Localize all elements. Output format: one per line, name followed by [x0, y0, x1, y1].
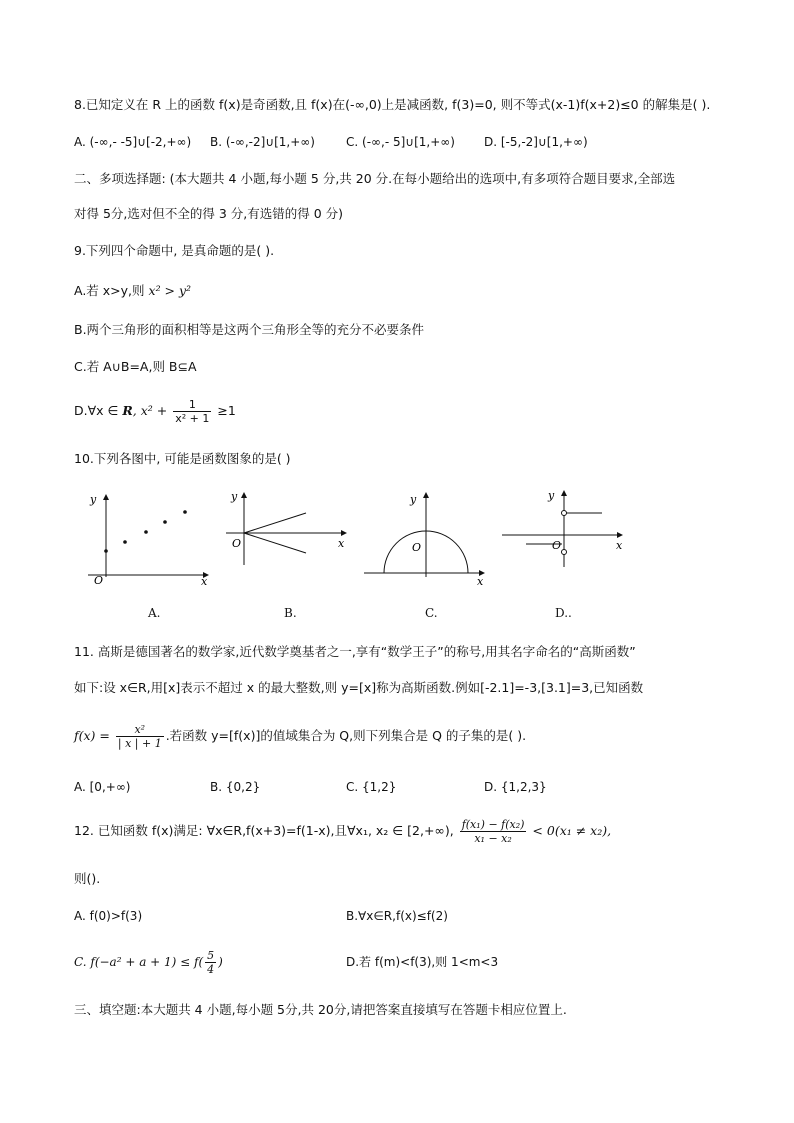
- graph-a-origin: O: [94, 574, 104, 587]
- graph-d-y-label: y: [548, 489, 555, 502]
- graph-c-origin: O: [412, 541, 422, 554]
- graph-a-point: [144, 530, 148, 534]
- q9-option-d-numerator: 1: [188, 398, 196, 411]
- q11-line3: [74, 716, 526, 756]
- q12-option-a: A. f(0)>f(3): [74, 909, 143, 923]
- q9-option-a-expr: x² > y²: [148, 283, 192, 298]
- q12-option-c-suffix: ): [218, 955, 223, 969]
- graph-a-point: [123, 540, 127, 544]
- graph-c: [360, 485, 490, 590]
- graph-a-x-label: x: [201, 575, 208, 588]
- q12-fraction-numerator: f(x₁) − f(x₂): [461, 818, 525, 831]
- graph-d-origin: O: [552, 539, 562, 552]
- graph-b-label: B.: [284, 606, 297, 620]
- q8-option-b: B. (-∞,-2]∪[1,+∞): [210, 135, 315, 149]
- q9-option-c: C.若 A∪B=A,则 B⊆A: [74, 359, 197, 374]
- graph-c-label: C.: [425, 606, 438, 620]
- q9-option-a: [74, 282, 191, 300]
- q12-option-c-denominator: 4: [207, 963, 215, 976]
- q12-then: 则().: [74, 871, 101, 886]
- graph-a-point: [183, 510, 187, 514]
- graph-d-x-label: x: [616, 539, 623, 552]
- q11-option-a: A. [0,+∞): [74, 780, 131, 794]
- q8-option-c: C. (-∞,- 5]∪[1,+∞): [346, 135, 455, 149]
- graph-a-label: A.: [148, 606, 161, 620]
- graph-d: [500, 485, 630, 590]
- graph-b: [224, 485, 354, 590]
- section2-heading-line1: 二、多项选择题: (本大题共 4 小题,每小题 5 分,共 20 分.在每小题给出的选项中,有多项符合题目要求,全部选: [74, 171, 676, 186]
- graph-b-origin: O: [232, 537, 242, 550]
- q9-option-d-tail: ≥1: [217, 403, 236, 418]
- q8-option-a: A. (-∞,- -5]∪[-2,+∞): [74, 135, 192, 149]
- graph-a-point: [104, 549, 108, 553]
- q9-option-d-prefix: D.∀x ∈: [74, 403, 119, 418]
- q11-option-d: D. {1,2,3}: [484, 780, 547, 794]
- q11-line1: 11. 高斯是德国著名的数学家,近代数学奠基者之一,享有“数学王子”的称号,用其名字命名的“高斯函数”: [74, 644, 636, 659]
- q9-option-d-fraction: [173, 398, 211, 425]
- q12-option-b: B.∀x∈R,f(x)≤f(2): [346, 909, 448, 923]
- q12-option-c-numerator: 5: [207, 949, 215, 962]
- q11-line3-tail: .若函数 y=[f(x)]的值域集合为 Q,则下列集合是 Q 的子集的是( ).: [165, 728, 527, 743]
- q8-stem: 8.已知定义在 R 上的函数 f(x)是奇函数,且 f(x)在(-∞,0)上是减函数, f(3)=0, 则不等式(x-1)f(x+2)≤0 的解集是( ).: [74, 97, 711, 112]
- q8-option-d: D. [-5,-2]∪[1,+∞): [484, 135, 588, 149]
- graph-c-x-label: x: [477, 575, 484, 588]
- graph-c-y-label: y: [410, 493, 417, 506]
- graph-b-lower-ray: [244, 533, 306, 553]
- q9-option-d-denominator: x² + 1: [175, 412, 210, 425]
- q9-option-d-mid: , x² +: [132, 403, 168, 418]
- graph-b-x-label: x: [338, 537, 345, 550]
- q10-stem: 10.下列各图中, 可能是函数图象的是( ): [74, 451, 291, 466]
- q11-function-denominator: | x | + 1: [117, 737, 162, 750]
- q11-line2: 如下:设 x∈R,用[x]表示不超过 x 的最大整数,则 y=[x]称为高斯函数.例如[-2.1]=-3,[3.1]=3,已知函数: [74, 680, 644, 695]
- q11-option-c: C. {1,2}: [346, 780, 397, 794]
- q11-function-fraction: [116, 723, 164, 750]
- graph-b-y-label: y: [231, 490, 238, 503]
- q11-option-b: B. {0,2}: [210, 780, 261, 794]
- q12-option-c-prefix: C. f(−a² + a + 1) ≤ f(: [74, 955, 204, 969]
- graph-d-label: D..: [555, 606, 572, 620]
- section2-heading-line2: 对得 5分,选对但不全的得 3 分,有选错的得 0 分): [74, 206, 344, 221]
- q12-fraction: [460, 818, 527, 845]
- q9-option-d-set: R: [122, 403, 133, 418]
- graph-d-open-circle: [562, 511, 567, 516]
- graph-a-y-label: y: [90, 493, 97, 506]
- q12-option-d: D.若 f(m)<f(3),则 1<m<3: [346, 955, 499, 969]
- q12-stem-a: 12. 已知函数 f(x)满足: ∀x∈R,f(x+3)=f(1-x),且∀x₁, x₂ ∈ [2,+∞),: [74, 823, 454, 838]
- graph-d-open-circle: [562, 550, 567, 555]
- graph-b-upper-ray: [244, 513, 306, 533]
- q11-function-numerator: x²: [134, 723, 146, 736]
- q9-option-a-text: A.若 x>y,则: [74, 283, 145, 298]
- q11-function-lhs: f(x) =: [74, 728, 110, 743]
- q12-stem: [74, 811, 611, 851]
- graph-a-point: [163, 520, 167, 524]
- section3-heading: 三、填空题:本大题共 4 小题,每小题 5分,共 20分,请把答案直接填写在答题卡相应位置上.: [74, 1002, 567, 1017]
- q9-stem: 9.下列四个命题中, 是真命题的是( ).: [74, 243, 275, 258]
- q12-stem-b: < 0(x₁ ≠ x₂),: [532, 823, 612, 838]
- q9-option-d: [74, 394, 236, 428]
- q12-fraction-denominator: x₁ − x₂: [460, 831, 527, 845]
- q12-option-c: [74, 942, 223, 982]
- q9-option-b: B.两个三角形的面积相等是这两个三角形全等的充分不必要条件: [74, 322, 425, 337]
- graph-a: [84, 485, 214, 590]
- q12-option-c-fraction: [205, 949, 216, 976]
